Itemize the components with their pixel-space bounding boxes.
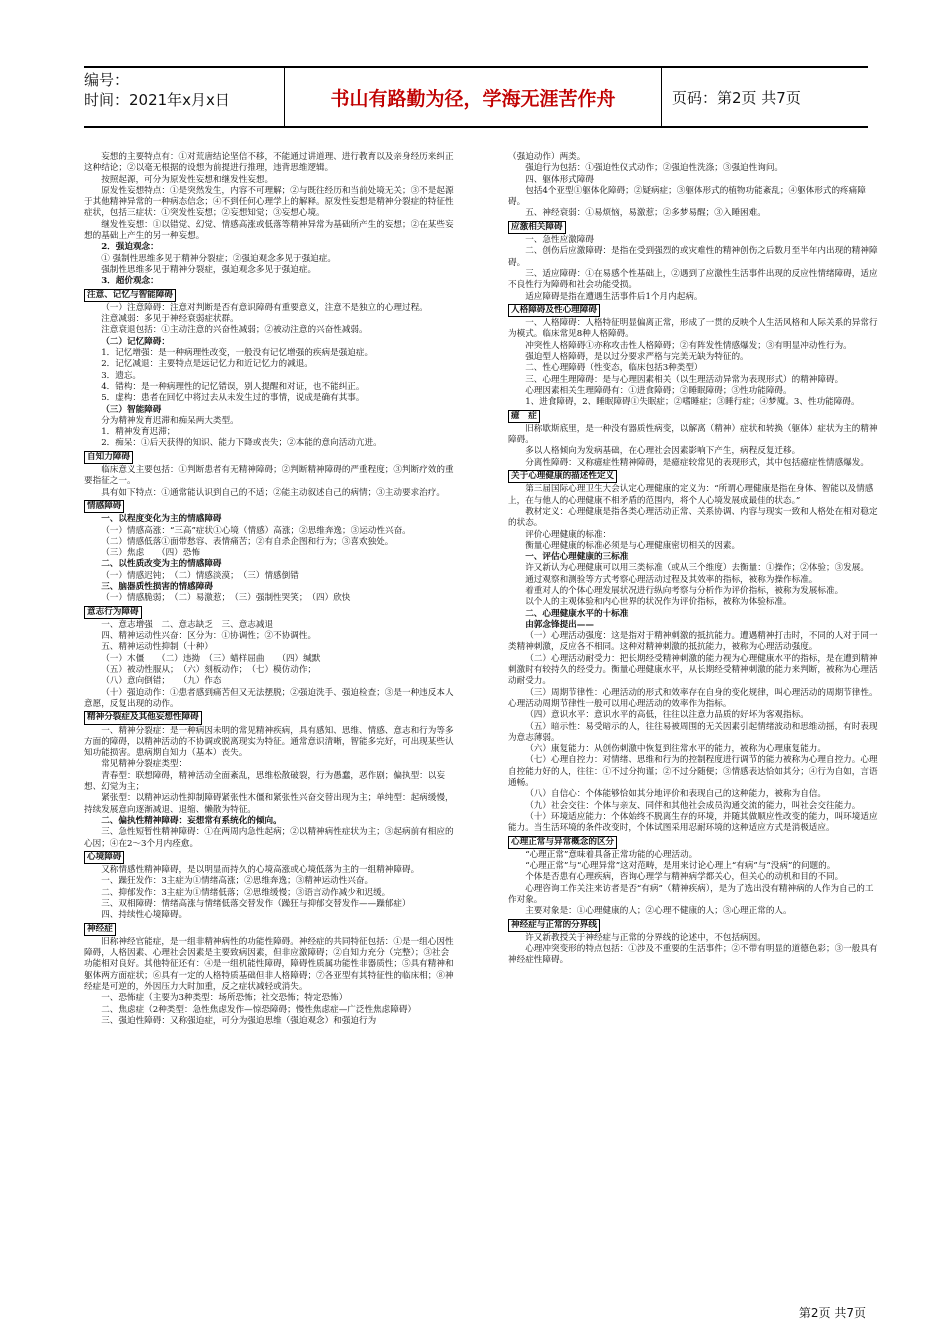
paragraph: 二、心理健康水平的十标准: [525, 608, 629, 619]
paragraph: 以个人的主观体验和内心世界的状况作为评价指标，被称为体验标准。: [525, 597, 792, 608]
paragraph: 3．超价观念：: [101, 276, 159, 287]
left-column: [84, 152, 457, 1027]
paragraph: 2．强迫观念：: [101, 242, 159, 253]
section-heading: 癔 症: [508, 410, 540, 423]
paragraph: （一）注意障碍：注意对判断是否有意识障碍有重要意义，注意不是独立的心理过程。: [101, 302, 428, 313]
header-left: [84, 68, 284, 126]
paragraph: 二、焦虑症（2种类型：急性焦虑发作—惊恐障碍；慢性焦虑症—广泛性焦虑障碍）: [101, 1004, 417, 1015]
section-heading: 注意、记忆与智能障碍: [84, 289, 176, 302]
section-heading: 心境障碍: [84, 851, 124, 864]
paragraph: 注意减弱：多见于神经衰弱症状群。: [101, 314, 239, 325]
paragraph: 教材定义：心理健康是指各类心理活动正常、关系协调、内容与现实一致和人格处在相对稳定的状态。: [508, 506, 878, 529]
right-column: [508, 152, 881, 967]
paragraph: 临床意义主要包括：①判断患者有无精神障碍；②判断精神障碍的严重程度；③判断疗效的重要指征之一。: [84, 465, 454, 487]
paragraph: 三、急性短暂性精神障碍：①在两周内急性起病；②以精神病性症状为主；③起病前有相应的心因；④在2～3个月内痊愈。: [84, 827, 454, 849]
section-heading: 情感障碍: [84, 500, 124, 513]
paragraph: “心理正常”意味着具备正常功能的心理活动。: [525, 849, 698, 860]
section-heading: 关于心理健康的描述性定义: [508, 470, 617, 483]
paragraph: 多以人格倾向为发病基础，在心理社会因素影响下产生，病程反复迁移。: [525, 446, 801, 457]
paragraph: 一、意志增强 二、意志缺乏 三、意志减退: [101, 619, 274, 630]
paragraph: 1．精神发育迟滞；: [101, 427, 176, 438]
paragraph: 分为精神发育迟滞和痴呆两大类型。: [101, 415, 239, 426]
paragraph: [84, 710, 457, 725]
paragraph: [84, 499, 457, 514]
paragraph: 5．虚构：患者在回忆中将过去从未发生过的事情，说成是确有其事。: [101, 393, 365, 404]
paragraph: 一、精神分裂症：是一种病因未明的常见精神疾病，具有感知、思维、情感、意志和行为等多方面的障碍，以精神活动的不协调或脱离现实为特征。通常意识清晰，智能多完好，可出现某些认知功能损害。患病期自知力（基本）丧失。: [84, 725, 454, 759]
paragraph: 4．错构：是一种病理性的记忆错误，别人提醒和对证，也不能纠正。: [101, 381, 365, 392]
paragraph: 继发性妄想：①以错觉、幻觉、情感高涨或低落等精神异常为基础所产生的妄想；②在某些妄想的基础上产生的另一种妄想。: [84, 219, 454, 242]
paragraph: 旧称歇斯底里，是一种没有器质性病变，以解离（精神）症状和转换（躯体）症状为主的精神障碍。: [508, 423, 878, 446]
paragraph: [84, 850, 457, 865]
paragraph: 二、偏执性精神障碍：妄想常有系统化的倾向。: [101, 815, 282, 826]
paragraph: [508, 469, 881, 484]
paragraph: 一、以程度变化为主的情感障碍: [101, 514, 222, 525]
paragraph: （一）心理活动强度：这是指对于精神刺激的抵抗能力。遭遇精神打击时，不同的人对于同一类精神刺激，反应各不相同。这种对精神刺激的抵抗能力，被称为心理活动强度。: [508, 631, 878, 653]
section-heading: 神经症: [84, 923, 116, 936]
paragraph: 心理冲突变形的特点包括：①涉及不重要的生活事件；②不带有明显的道德色彩；③一般具有神经症性障碍。: [508, 944, 878, 966]
paragraph: 按照起源，可分为原发性妄想和继发性妄想。: [101, 174, 274, 185]
paragraph: 四、精神运动性兴奋：区分为：①协调性；②不协调性。: [101, 631, 317, 642]
paragraph: （十）强迫动作：①患者感到痛苦但又无法摆脱；②强迫洗手、强迫检查；③是一种违反本人意愿，反复出现的动作。: [84, 687, 454, 709]
paragraph: 一、急性应激障碍: [525, 235, 594, 246]
paragraph: 具有如下特点：①通常能认识到自己的不适；②能主动叙述自己的病情；③主动要求治疗。: [101, 487, 445, 498]
paragraph: [508, 220, 881, 235]
paragraph: 1．记忆增强：是一种病理性改变，一般没有记忆增强的疾病是强迫症。: [101, 348, 374, 359]
paragraph: （一）情感高涨：“三高”症状①心境（情感）高涨；②思维奔逸；③运动性兴奋。: [101, 525, 411, 536]
paragraph: （二）记忆障碍：: [101, 336, 170, 347]
paragraph: （九）社会交往：个体与亲友、同伴和其他社会成员沟通交流的能力，叫社会交往能力。: [525, 800, 861, 811]
paragraph: 许又新教授关于神经症与正常的分界线的论述中，不包括病因。: [525, 932, 766, 943]
paragraph: [508, 303, 881, 318]
paragraph: 衡量心理健康的标准必须是与心理健康密切相关的因素。: [525, 540, 741, 551]
paragraph: 评价心理健康的标准：: [525, 529, 612, 540]
paragraph: 强迫型人格障碍，是以过分要求严格与完美无缺为特征的。: [525, 352, 749, 363]
paragraph: 又称情感性精神障碍，是以明显而持久的心境高涨或心境低落为主的一组精神障碍。: [101, 865, 420, 876]
paragraph: 妄想的主要特点有：①对荒唐结论坚信不移，不能通过讲道理、进行教育以及亲身经历来纠正这种结论；②以毫无根据的设想为前提进行推理，违背思维逻辑。: [84, 152, 454, 174]
paragraph: 强迫行为包括：①强迫性仪式动作；②强迫性洗涤；③强迫性询问。: [525, 163, 784, 174]
page-number-label: 页码：第2页 共7页: [672, 88, 801, 107]
paragraph: 心理咨询工作关注来访者是否“有病”（精神疾病），是为了选出没有精神病的人作为自己的工作对象。: [508, 883, 874, 905]
section-heading: 人格障碍及性心理障碍: [508, 304, 600, 317]
paragraph: 二、创伤后应激障碍：是指在受到强烈的或灾难性的精神创伤之后数月至半年内出现的精神障碍。: [508, 246, 878, 268]
paragraph: 冲突性人格障碍①亦称攻击性人格障碍；②有阵发性情感爆发；③有明显冲动性行为。: [525, 340, 852, 351]
paragraph: 一、恐怖症（主要为3种类型：场所恐怖；社交恐怖；特定恐怖）: [101, 993, 348, 1004]
paragraph: （四）意识水平：意识水平的高低，往往以注意力品质的好坏为客观指标。: [525, 710, 809, 721]
paragraph: 一、人格障碍：人格特征明显偏离正常，形成了一贯的反映个人生活风格和人际关系的异常行为模式。临床常见8种人格障碍。: [508, 318, 878, 340]
paragraph: [508, 918, 881, 933]
paragraph: 许又新认为心理健康可以用三类标准（或从三个维度）去衡量：①操作；②体验；③发展。: [525, 563, 869, 574]
paragraph: 原发性妄想特点：①是突然发生，内容不可理解；②与既往经历和当前处境无关；③不是起源于其他精神异常的一种病态信念；④不到任何心理学上的解释。原发性妄想是精神分裂症的特征性症状，包括三症状：①突发性妄想；②妄想知觉；③妄想心境。: [84, 185, 454, 219]
paragraph: [508, 409, 881, 424]
paragraph: “心理正常”与“心理异常”这对范畴，是用来讨论心理上“有病”与“没病”的问题的。: [525, 861, 836, 872]
paragraph: 包括4个亚型①躯体化障碍；②疑病症；③躯体形式的植物功能紊乱；④躯体形式的疼痛障碍。: [508, 185, 866, 208]
paragraph: 3．遗忘。: [101, 370, 142, 381]
paragraph: （八）自信心：个体能够恰如其分地评价和表现自己的这种能力，被称为自信。: [525, 789, 826, 800]
paragraph: （一）木僵 （二）违拗 （三）蜡样屈曲 （四）缄默: [101, 653, 321, 664]
paragraph: 五、神经衰弱：①易烦恼，易激惹；②多梦易醒；③入睡困难。: [525, 208, 766, 219]
paragraph: ① 强制性思维多见于精神分裂症；②强迫观念多见于强迫症。: [101, 253, 336, 264]
paragraph: （强迫动作）两类。: [508, 152, 586, 162]
paragraph: （三）智能障碍: [101, 404, 162, 415]
paragraph: （一）情感脆弱； （二）易激惹； （三）强制性哭笑； （四）欣快: [101, 593, 351, 604]
paragraph: 第三届国际心理卫生大会认定心理健康的定义为：“所谓心理健康是指在身体、智能以及情感上，在与他人的心理健康不相矛盾的范围内，将个人心境发展成最佳的状态。”: [508, 484, 874, 506]
paragraph: 一、评估心理健康的三标准: [525, 552, 629, 563]
paragraph: 适应障碍是指在遭遇生活事件后1个月内起病。: [525, 291, 703, 302]
paragraph: 二、以性质改变为主的情感障碍: [101, 559, 222, 570]
section-heading: 神经症与正常的分界线: [508, 919, 600, 932]
paragraph: 四、躯体形式障碍: [525, 174, 594, 185]
paragraph: 2．记忆减退：主要特点是远记忆力和近记忆力的减退。: [101, 359, 313, 370]
paragraph: （二）情感低落①面带愁容、表情痛苦；②有自杀企图和行为；③喜欢独处。: [101, 536, 394, 547]
paragraph: 分离性障碍：又称癔症性精神障碍，是癔症较常见的表现形式，其中包括癔症性情感爆发。: [525, 457, 869, 468]
paragraph: 旧称神经官能症，是一组非精神病性的功能性障碍。神经症的共同特征包括：①是一组心因性障碍，人格因素、心理社会因素是主要致病因素，但非应激障碍；②自知力充分（完整）；③社会功能相对良好。其他特征还有：④是一组机能性障碍，障碍性质属功能性非器质性；⑤具有精神和躯体两方面症状；⑥具有一定的人格特质基础但非人格障碍；⑦各亚型有其特征性的临床相；⑧神经症是可逆的，外因压力大时加重，反之症状减轻或消失。: [84, 936, 454, 993]
doc-time-label: 时间：2021年x月x日: [84, 91, 230, 109]
paragraph: 三、脑器质性损害的情感障碍: [101, 581, 213, 592]
paragraph: [508, 835, 881, 850]
paragraph: 五、精神运动性抑制（十种）: [101, 642, 213, 653]
paragraph: （六）康复能力：从创伤刺激中恢复到往常水平的能力，被称为心理康复能力。: [525, 744, 826, 755]
section-heading: 应激相关障碍: [508, 221, 566, 234]
paragraph: 强制性思维多见于精神分裂症，强迫观念多见于强迫症。: [101, 264, 317, 275]
motto-text: 书山有路勤为径，学海无涯苦作舟: [284, 68, 662, 126]
paragraph: 着重对人的个体心理发展状况进行纵向考察与分析作为评价指标，被称为发展标准。: [525, 585, 844, 596]
paragraph: [84, 605, 457, 620]
paragraph: （二）心理活动耐受力：把长期经受精神刺激的能力视为心理健康水平的指标，是在遭到精神刺激时有较持久的经受力。衡量心理健康水平，从长期经受精神刺激的能力来判断，被称为心理活动耐受力。: [508, 653, 878, 687]
paragraph: 主要对象是：①心理健康的人；②心理不健康的人；③心理正常的人。: [525, 906, 792, 917]
paragraph: 1、进食障碍，2、睡眠障碍①失眠症；②嗜睡症；③睡行症；④梦魇。3、性功能障碍。: [525, 397, 860, 408]
paragraph: 常见精神分裂症类型：: [101, 759, 188, 770]
paragraph: [84, 922, 457, 937]
paragraph: 三、心理生理障碍：是与心理因素相关（以生理活动异常为表现形式）的精神障碍。: [525, 374, 844, 385]
doc-number-label: 编号：: [84, 71, 130, 89]
paragraph: （三）焦虑 （四）恐怖: [101, 548, 201, 559]
paragraph: 注意衰退包括：①主动注意的兴奋性减弱；②被动注意的兴奋性减弱。: [101, 325, 368, 336]
paragraph: 三、强迫性障碍：又称强迫症，可分为强迫思维（强迫观念）和强迫行为: [101, 1015, 377, 1026]
paragraph: [84, 450, 457, 465]
paragraph: 个体是否患有心理疾病，咨询心理学与精神病学都关心，但关心的动机和目的不同。: [525, 872, 844, 883]
page-header: [84, 66, 868, 128]
section-heading: 意志行为障碍: [84, 606, 142, 619]
paragraph: 青春型：联想障碍，精神活动全面紊乱，思维松散破裂，行为愚蠢，恶作剧；偏执型：以妄想、幻觉为主；: [84, 770, 445, 793]
paragraph: 三、适应障碍：①在易感个性基础上，②遇到了应激性生活事件出现的反应性情绪障碍，适应不良性行为障碍和社会功能受损。: [508, 268, 878, 291]
paragraph: 紧张型：以精神运动性抑制障碍紧张性木僵和紧张性兴奋交替出现为主；单纯型：起病缓慢，持续发展意向逐渐减退、退缩、懒散为特征。: [84, 793, 454, 815]
section-heading: 精神分裂症及其他妄想性障碍: [84, 711, 202, 724]
paragraph: 通过观察和测验等方式考察心理活动过程及其效率的指标，被称为操作标准。: [525, 574, 818, 585]
paragraph: 二、性心理障碍（性变态，临床包括3种类型）: [525, 363, 703, 374]
paragraph: 一、躁狂发作：3主症为①情绪高涨；②思维奔逸；③精神运动性兴奋。: [101, 876, 374, 887]
paragraph: 由郭念锋提出——: [525, 619, 594, 630]
paragraph: 心理因素相关生理障碍有：①进食障碍；②睡眠障碍；③性功能障碍。: [525, 385, 792, 396]
paragraph: （三）周期节律性：心理活动的形式和效率存在自身的变化规律，叫心理活动的周期节律性。心理活动周期节律性一般可以用心理活动的效率作为指标。: [508, 687, 878, 709]
paragraph: （五）暗示性：易受暗示的人，往往易被周围的无关因素引起情绪波动和思维动摇，有时表现为意志薄弱。: [508, 721, 878, 743]
section-heading: 自知力障碍: [84, 451, 133, 464]
paragraph: （一）情感迟钝； （二）情感淡漠； （三）情感倒错: [101, 570, 299, 581]
paragraph: 2．痴呆：①后天获得的知识、能力下降或丧失；②本能的意向活动亢进。: [101, 438, 382, 449]
section-heading: 心理正常与异常概念的区分: [508, 836, 617, 849]
paragraph: 四、持续性心境障碍。: [101, 910, 188, 921]
paragraph: （八）意向倒错； （九）作态: [101, 676, 222, 687]
paragraph: （十）环境适应能力：个体始终不脱离生存的环境，并随其做顺应性改变的能力，叫环境适应能力。当生活环境的条件改变时，个体试图采用忍耐环境的这种适应方式是消极适应。: [508, 811, 878, 834]
paragraph: （七）心理自控力：对情绪、思维和行为的控制程度进行调节的能力被称为心理自控力。心理自控能力好的人，往往：①不过分拘谨；②不过分随便；③情感表达恰如其分；④行为自如，言语通畅。: [508, 755, 878, 789]
paragraph: 二、抑郁发作：3主症为①情绪低落；②思维缓慢；③语言动作减少和迟缓。: [101, 887, 391, 898]
paragraph: [84, 288, 457, 303]
paragraph: 三、双相障碍：情绪高涨与情绪低落交替发作（躁狂与抑郁交替发作——躁郁症）: [101, 899, 411, 909]
page-footer: 第2页 共7页: [798, 1306, 866, 1320]
paragraph: （五）被动性服从； （六）刻板动作； （七）模仿动作；: [101, 665, 317, 676]
